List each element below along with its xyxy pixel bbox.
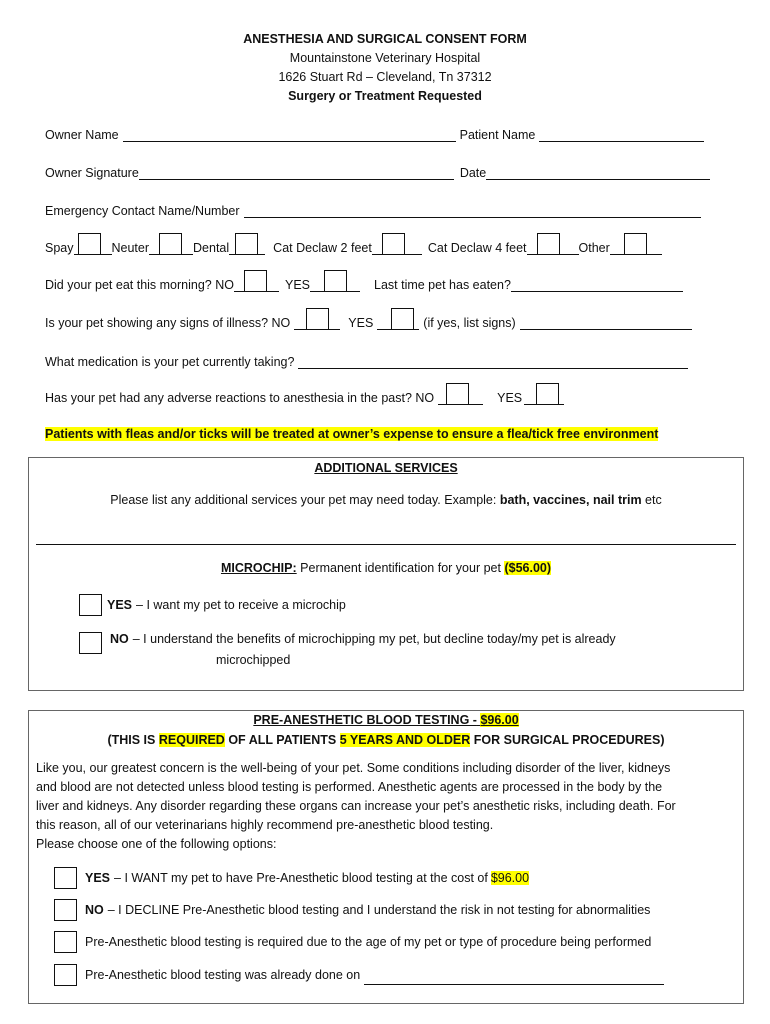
other-label: Other [578,241,610,255]
form-header [0,30,770,106]
blood-option-required [54,931,651,952]
illness-question: Is your pet showing any signs of illness? NO [45,316,291,330]
illness-yes-checkbox-line [377,308,419,330]
additional-services-line[interactable] [36,544,736,545]
emergency-contact-row [45,200,701,218]
declaw4-label: Cat Declaw 4 feet [427,241,527,255]
blood-para-line-3: liver and kidneys. Any disorder regarding these organs can increase your pet’s anesthetic risks, including death. For [36,799,676,813]
microchip-no-option [79,632,616,653]
reactions-row [45,379,564,405]
illness-list-field[interactable] [520,316,692,330]
additional-services-heading: ADDITIONAL SERVICES [314,461,458,475]
ate-yes-checkbox-line [310,270,360,292]
reactions-yes-checkbox[interactable] [536,383,559,405]
blood-testing-heading-text: PRE-ANESTHETIC BLOOD TESTING - [253,713,477,727]
fleas-notice-text: Patients with fleas and/or ticks will be treated at owner’s expense to ensure a flea/tick free environment [45,427,659,441]
owner-signature-field[interactable] [139,166,454,180]
microchip-yes-option [79,594,346,615]
blood-yes-price: $96.00 [490,870,530,885]
signature-date-row [45,162,710,180]
microchip-no-text: – I understand the benefits of microchipping my pet, but decline today/my pet is already [132,632,616,646]
reactions-question: Has your pet had any adverse reactions to anesthesia in the past? NO [45,391,435,405]
dental-checkbox[interactable] [235,233,258,255]
fleas-notice [45,427,658,441]
blood-testing-heading [29,713,743,727]
reactions-yes-checkbox-line [524,383,564,405]
blood-required-text: Pre-Anesthetic blood testing is required due to the age of my pet or type of procedure being performed [85,934,652,949]
ate-yes-checkbox[interactable] [324,270,347,292]
blood-no-checkbox[interactable] [54,899,77,921]
illness-row [45,304,692,330]
declaw2-checkbox[interactable] [382,233,405,255]
blood-testing-requirement [29,733,743,747]
form-title: ANESTHESIA AND SURGICAL CONSENT FORM [243,32,527,46]
owner-name-label: Owner Name [45,128,119,142]
additional-services-text: Please list any additional services your pet may need today. Example: [110,493,497,507]
procedures-row [45,229,662,255]
neuter-label: Neuter [111,241,150,255]
date-label: Date [459,166,487,180]
req-open: (THIS IS [107,733,156,747]
microchip-label: MICROCHIP: [220,561,297,575]
blood-testing-heading-price: $96.00 [480,713,519,727]
blood-done-date-field[interactable] [364,971,664,985]
blood-required-checkbox[interactable] [54,931,77,953]
blood-para-line-5: Please choose one of the following options: [36,837,277,851]
blood-option-no [54,899,650,920]
blood-yes-text: – I WANT my pet to have Pre-Anesthetic blood testing at the cost of [114,870,488,885]
microchip-heading [29,561,743,575]
microchip-yes-checkbox[interactable] [79,594,102,616]
blood-no-text: – I DECLINE Pre-Anesthetic blood testing and I understand the risk in not testing for abnormalities [107,902,651,917]
ate-no-checkbox-line [234,270,279,292]
microchip-no-text-cont: microchipped [216,653,291,667]
owner-patient-row [45,124,704,142]
last-eaten-label: Last time pet has eaten? [374,278,511,292]
spay-checkbox-line [74,233,112,255]
blood-option-yes [54,867,529,888]
blood-done-checkbox[interactable] [54,964,77,986]
blood-testing-box [28,710,744,1004]
reactions-no-checkbox-line [438,383,483,405]
blood-yes-label: YES [85,870,111,885]
microchip-yes-label: YES [107,597,133,612]
other-checkbox[interactable] [624,233,647,255]
neuter-checkbox[interactable] [159,233,182,255]
medication-field[interactable] [298,355,688,369]
patient-name-label: Patient Name [459,128,536,142]
hospital-address: 1626 Stuart Rd – Cleveland, Tn 37312 [278,70,492,84]
other-checkbox-line [610,233,662,255]
blood-testing-paragraph [36,759,741,854]
declaw2-checkbox-line [372,233,422,255]
microchip-no-label: NO [110,632,129,646]
req-word: REQUIRED [158,733,225,747]
additional-services-etc: etc [645,493,662,507]
req-age: 5 YEARS AND OLDER [339,733,471,747]
owner-signature-label: Owner Signature [45,166,139,180]
medication-row [45,351,688,369]
ate-yes-label: YES [284,278,310,292]
req-end: FOR SURGICAL PROCEDURES) [473,733,665,747]
last-eaten-field[interactable] [511,278,683,292]
microchip-desc: Permanent identification for your pet [300,561,501,575]
microchip-yes-text: – I want my pet to receive a microchip [136,597,346,612]
blood-option-done [54,964,664,985]
reactions-no-checkbox[interactable] [446,383,469,405]
additional-services-examples: bath, vaccines, nail trim [499,493,642,507]
blood-yes-checkbox[interactable] [54,867,77,889]
ate-row [45,266,683,292]
blood-para-line-2: and blood are not detected unless blood testing is performed. Anesthetic agents are processed in the body by the [36,780,663,794]
dental-label: Dental [193,241,230,255]
date-field[interactable] [486,166,710,180]
medication-question: What medication is your pet currently taking? [45,355,295,369]
owner-name-field[interactable] [123,128,456,142]
declaw4-checkbox[interactable] [537,233,560,255]
neuter-checkbox-line [149,233,193,255]
blood-para-line-4: this reason, all of our veterinarians highly recommend pre-anesthetic blood testing. [36,818,494,832]
emergency-contact-label: Emergency Contact Name/Number [45,204,240,218]
additional-services-box [28,457,744,691]
reactions-yes-label: YES [497,391,523,405]
declaw4-checkbox-line [527,233,579,255]
emergency-contact-field[interactable] [244,204,701,218]
dental-checkbox-line [229,233,265,255]
blood-done-text: Pre-Anesthetic blood testing was already done on [85,967,361,982]
illness-yes-label: YES [348,316,374,330]
declaw2-label: Cat Declaw 2 feet [273,241,372,255]
blood-para-line-1: Like you, our greatest concern is the well-being of your pet. Some conditions including disorder of the liver, kidneys [36,761,671,775]
hospital-name: Mountainstone Veterinary Hospital [289,51,481,65]
microchip-no-checkbox[interactable] [79,632,102,654]
illness-no-checkbox-line [294,308,340,330]
req-mid: OF ALL PATIENTS [228,733,337,747]
illness-no-checkbox[interactable] [306,308,329,330]
microchip-price: ($56.00) [504,561,552,575]
ate-question: Did your pet eat this morning? NO [45,278,234,292]
additional-services-instructions [29,493,743,507]
illness-list-label: (if yes, list signs) [423,316,516,330]
ate-no-checkbox[interactable] [244,270,267,292]
form-subtitle: Surgery or Treatment Requested [288,89,482,103]
patient-name-field[interactable] [539,128,704,142]
spay-label: Spay [45,241,74,255]
illness-yes-checkbox[interactable] [391,308,414,330]
spay-checkbox[interactable] [78,233,101,255]
blood-no-label: NO [85,902,104,917]
